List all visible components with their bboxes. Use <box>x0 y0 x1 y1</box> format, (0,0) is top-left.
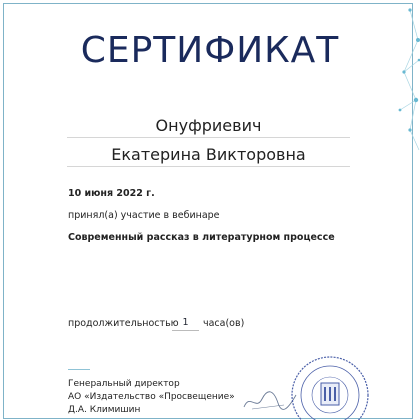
seal-stamp-icon <box>285 350 375 420</box>
webinar-title: Современный рассказ в литературном процессе <box>68 232 335 243</box>
given-names-underline <box>67 166 350 167</box>
participation-text: принял(а) участие в вебинаре <box>68 210 220 221</box>
certificate-title: СЕРТИФИКАТ <box>80 30 340 71</box>
network-decoration-icon <box>340 0 420 160</box>
accent-divider <box>68 369 90 370</box>
duration-value: 1 <box>172 316 199 331</box>
signatory-position: Генеральный директор <box>68 379 180 389</box>
signatory-name: Д.А. Климишин <box>68 405 141 415</box>
recipient-given-names: Екатерина Викторовна <box>111 145 306 164</box>
duration-label: продолжительностью <box>68 318 179 329</box>
surname-underline <box>67 137 350 138</box>
duration-unit: часа(ов) <box>203 318 245 329</box>
signatory-organization: АО «Издательство «Просвещение» <box>68 392 235 402</box>
recipient-surname: Онуфриевич <box>155 116 262 135</box>
event-date: 10 июня 2022 г. <box>68 188 155 199</box>
